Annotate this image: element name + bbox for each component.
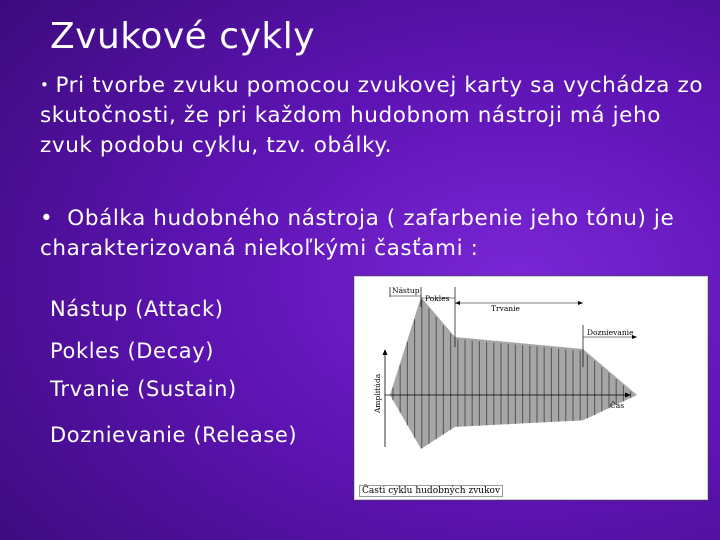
- figure-caption: Časti cyklu hudobných zvukov: [359, 485, 503, 497]
- label-attack: Nástup: [392, 286, 420, 295]
- envelope-diagram: [354, 276, 708, 500]
- bullet-envelope: [40, 204, 710, 264]
- phase-release: Doznievanie (Release): [50, 423, 298, 447]
- phase-sustain: Trvanie (Sustain): [50, 377, 237, 401]
- bullet-dot-icon: •: [40, 206, 54, 231]
- bullet-intro-text: Pri tvorbe zvuku pomocou zvukovej karty sa vychádza zo skutočnosti, že pri každom hudobnom nástroji má jeho zvuk podobu cyklu, tzv. obálky.: [40, 73, 704, 158]
- phase-decay: Pokles (Decay): [50, 339, 215, 363]
- envelope-waveform: [355, 277, 707, 499]
- slide-title: Zvukové cykly: [50, 16, 316, 57]
- phase-attack: Nástup (Attack): [50, 297, 224, 321]
- envelope-area: [390, 297, 637, 449]
- label-release: Doznievanie: [587, 328, 634, 337]
- sustain-arrow-left-icon: [455, 301, 460, 305]
- label-sustain: Trvanie: [491, 304, 520, 313]
- label-decay: Pokles: [425, 294, 450, 303]
- amplitude-axis-arrow-icon: [383, 349, 388, 355]
- label-amplitude: Amplitúda: [373, 373, 382, 413]
- bullet-envelope-text: Obálka hudobného nástroja ( zafarbenie jeho tónu) je charakterizovaná niekoľkými časťami :: [40, 206, 675, 261]
- label-time: Čas: [610, 401, 625, 410]
- sustain-arrow-right-icon: [578, 301, 583, 305]
- bullet-intro: [40, 70, 710, 161]
- bullet-dot-icon: •: [40, 76, 50, 94]
